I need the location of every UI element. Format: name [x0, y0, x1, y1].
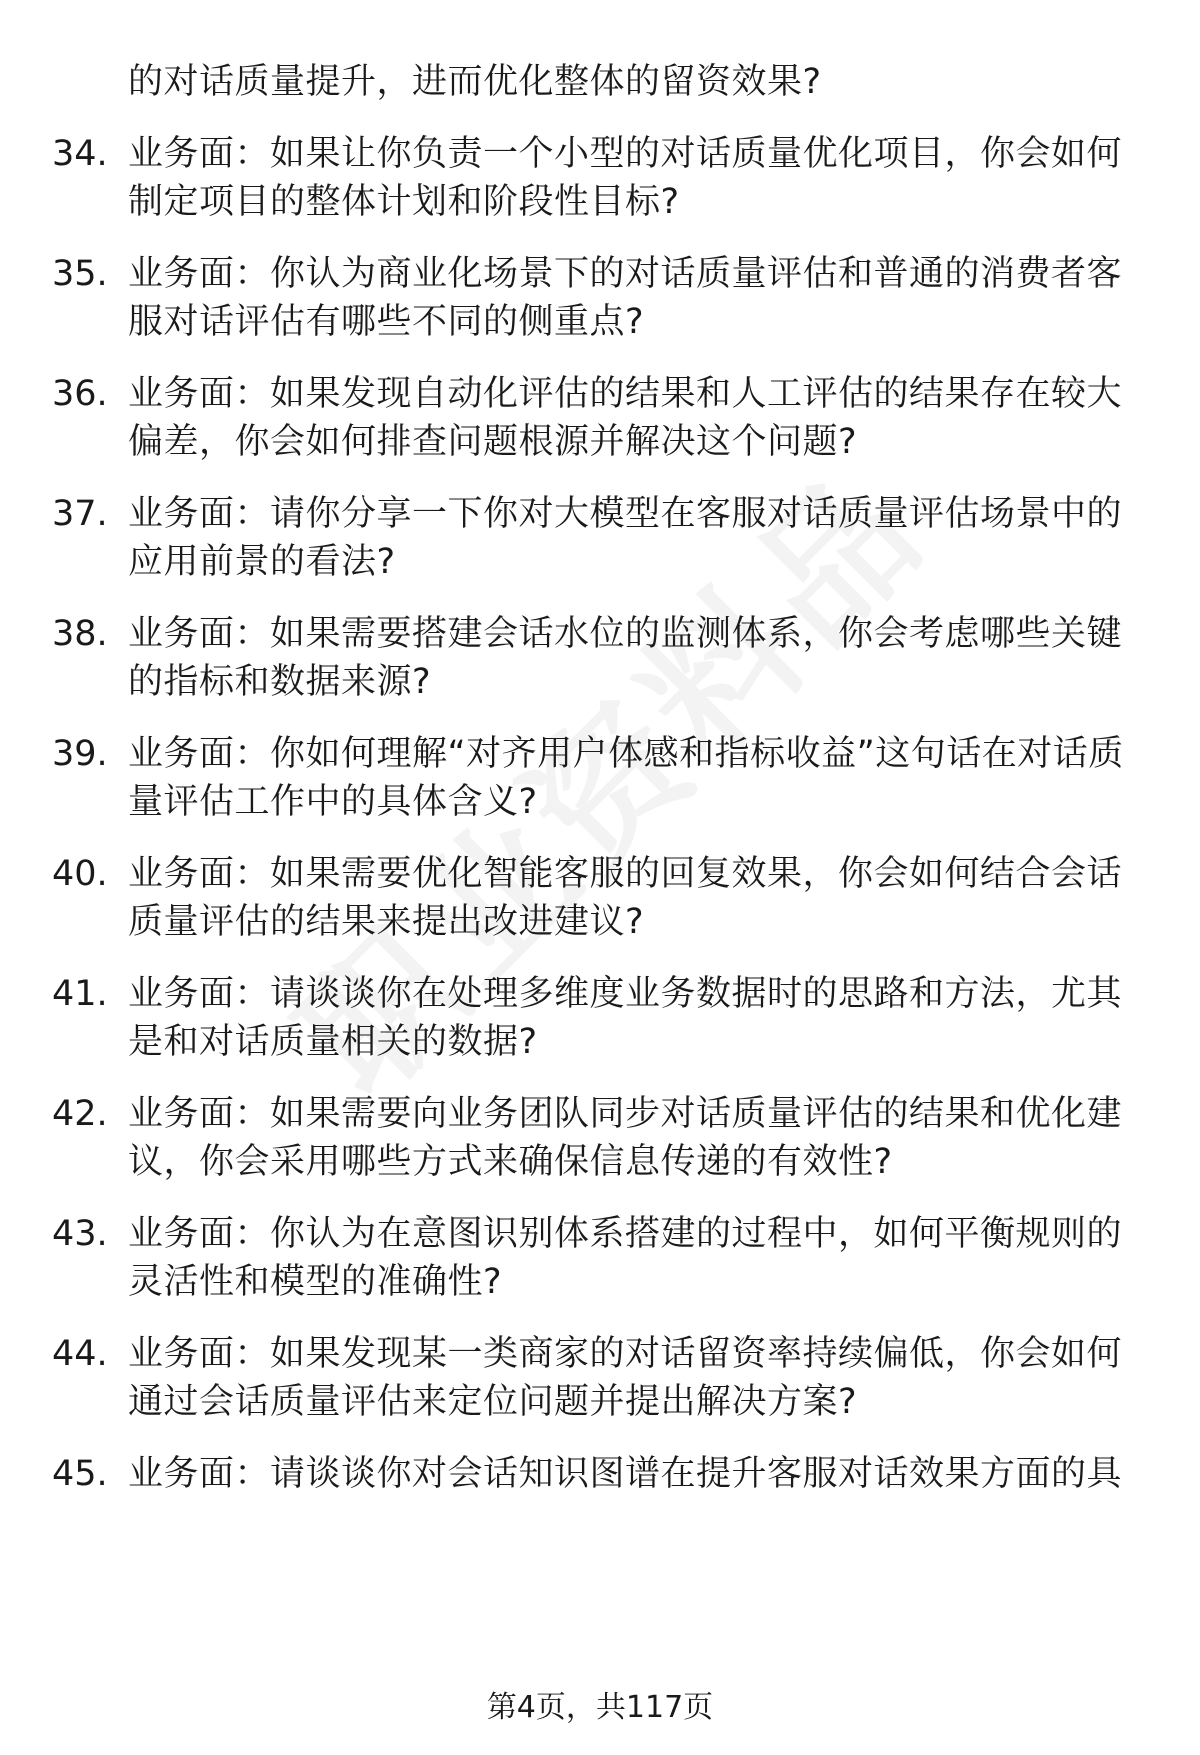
- question-text: 业务面：请谈谈你在处理多维度业务数据时的思路和方法，尤其是和对话质量相关的数据?: [128, 974, 1123, 1062]
- question-text: 业务面：如果发现自动化评估的结果和人工评估的结果存在较大偏差，你会如何排查问题根源并解决这个问题?: [128, 374, 1123, 462]
- question-number: 42.: [52, 1094, 108, 1134]
- question-number: 34.: [52, 134, 108, 174]
- question-text: 业务面：请谈谈你对会话知识图谱在提升客服对话效果方面的具: [128, 1454, 1123, 1494]
- question-number: 37.: [52, 494, 108, 534]
- question-text: 业务面：你认为在意图识别体系搭建的过程中，如何平衡规则的灵活性和模型的准确性?: [128, 1214, 1123, 1302]
- question-number: 38.: [52, 614, 108, 654]
- question-number: 39.: [52, 734, 108, 774]
- question-number: 43.: [52, 1214, 108, 1254]
- question-number: 40.: [52, 854, 108, 894]
- question-text: 业务面：如果发现某一类商家的对话留资率持续偏低，你会如何通过会话质量评估来定位问题并提出解决方案?: [128, 1334, 1123, 1422]
- question-number: 44.: [52, 1334, 108, 1374]
- continuation-paragraph: 的对话质量提升，进而优化整体的留资效果?: [128, 62, 822, 102]
- question-text: 业务面：你认为商业化场景下的对话质量评估和普通的消费者客服对话评估有哪些不同的侧重点?: [128, 254, 1123, 342]
- question-text: 业务面：如果需要优化智能客服的回复效果，你会如何结合会话质量评估的结果来提出改进建议?: [128, 854, 1123, 942]
- question-number: 41.: [52, 974, 108, 1014]
- question-number: 35.: [52, 254, 108, 294]
- question-number: 45.: [52, 1454, 108, 1494]
- question-text: 业务面：你如何理解“对齐用户体感和指标收益”这句话在对话质量评估工作中的具体含义?: [128, 734, 1124, 822]
- page-footer: 第4页，共117页: [486, 1690, 714, 1725]
- question-text: 业务面：如果需要向业务团队同步对话质量评估的结果和优化建议，你会采用哪些方式来确保信息传递的有效性?: [128, 1094, 1123, 1182]
- question-text: 业务面：请你分享一下你对大模型在客服对话质量评估场景中的应用前景的看法?: [128, 494, 1123, 582]
- question-text: 业务面：如果让你负责一个小型的对话质量优化项目，你会如何制定项目的整体计划和阶段性目标?: [128, 134, 1123, 222]
- question-number: 36.: [52, 374, 108, 414]
- question-text: 业务面：如果需要搭建会话水位的监测体系，你会考虑哪些关键的指标和数据来源?: [128, 614, 1123, 702]
